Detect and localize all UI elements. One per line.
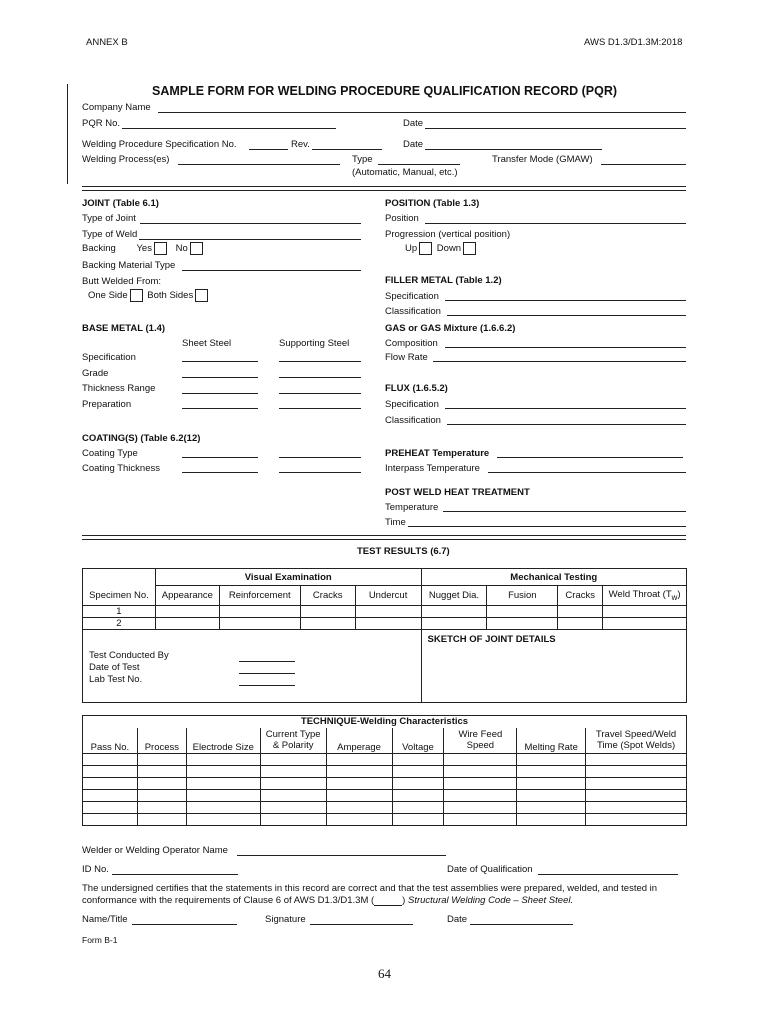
no-label: No: [175, 243, 188, 255]
coating-type-label: Coating Type: [82, 448, 138, 459]
coating-thk-support-field[interactable]: [279, 472, 361, 473]
thickness-sheet-field[interactable]: [182, 393, 258, 394]
coating-thk-sheet-field[interactable]: [182, 472, 258, 473]
date-label: Date: [403, 118, 424, 129]
col-travel: Travel Speed/Weld Time (Spot Welds): [586, 728, 687, 754]
weld-throat-text: Weld Throat (T: [608, 589, 672, 601]
transfer-field[interactable]: [601, 164, 686, 165]
coating-heading: COATING(S) (Table 6.2(12): [82, 433, 201, 444]
position-field[interactable]: [425, 223, 686, 224]
flux-class-field[interactable]: [447, 424, 686, 425]
preparation-label: Preparation: [82, 399, 132, 410]
down-label: Down: [436, 243, 462, 255]
rev-field[interactable]: [312, 149, 382, 150]
lab-label: Lab Test No.: [89, 674, 143, 685]
id-field[interactable]: [112, 874, 238, 875]
date-field[interactable]: [425, 128, 686, 129]
sketch-heading: SKETCH OF JOINT DETAILS: [427, 634, 556, 645]
filler-spec-label: Specification: [385, 291, 439, 302]
table-row: [83, 814, 687, 826]
col-cracks-mech: Cracks: [558, 586, 603, 606]
table-row: [83, 778, 687, 790]
table-row: [83, 606, 687, 618]
process-field[interactable]: [178, 164, 340, 165]
interpass-field[interactable]: [488, 472, 686, 473]
date2-field[interactable]: [425, 149, 602, 150]
up-checkbox[interactable]: [419, 242, 432, 255]
both-sides-label: Both Sides: [147, 290, 194, 302]
yes-label: Yes: [136, 243, 152, 255]
both-sides-checkbox[interactable]: [195, 289, 208, 302]
sign-date-label: Date: [447, 914, 468, 925]
down-checkbox[interactable]: [463, 242, 476, 255]
standard-label: AWS D1.3/D1.3M:2018: [584, 37, 683, 48]
pwht-temp-label: Temperature: [385, 502, 439, 513]
flux-class-label: Classification: [385, 415, 441, 426]
pwht-time-label: Time: [385, 517, 406, 528]
test-results-table: [82, 568, 687, 703]
grade-label: Grade: [82, 368, 109, 379]
process-label: Welding Process(es): [82, 154, 170, 165]
yes-checkbox[interactable]: [154, 242, 167, 255]
one-side-label: One Side: [88, 290, 128, 302]
col-current: Current Type & Polarity: [260, 728, 326, 754]
filler-class-field[interactable]: [447, 315, 686, 316]
test-results-heading: TEST RESULTS (6.7): [357, 546, 450, 557]
conducted-label: Test Conducted By: [89, 650, 169, 661]
col-appearance: Appearance: [155, 586, 219, 606]
date2-label: Date: [403, 139, 424, 150]
joint-heading: JOINT (Table 6.1): [82, 198, 159, 209]
specimen-1: 1: [83, 606, 156, 618]
form-label: Form B-1: [82, 935, 118, 945]
supporting-steel-label: Supporting Steel: [279, 338, 350, 349]
company-label: Company Name: [82, 102, 151, 113]
prep-support-field[interactable]: [279, 408, 361, 409]
signature-field[interactable]: [310, 924, 413, 925]
name-title-field[interactable]: [132, 924, 237, 925]
annex-label: ANNEX B: [86, 37, 128, 48]
up-label: Up: [405, 243, 418, 255]
conducted-field[interactable]: [239, 651, 295, 662]
type-label: Type: [352, 154, 373, 165]
coating-type-sheet-field[interactable]: [182, 457, 258, 458]
butt-options: [88, 289, 210, 302]
test-info-cell: [83, 630, 422, 703]
progression-options: [405, 242, 478, 255]
col-cracks: Cracks: [300, 586, 355, 606]
table-row: [83, 766, 687, 778]
weld-throat-close: ): [677, 589, 681, 601]
wps-field[interactable]: [249, 149, 288, 150]
edition-field[interactable]: [374, 897, 402, 906]
cert-text-b: ): [402, 895, 406, 906]
col-process: Process: [137, 728, 186, 754]
lab-field[interactable]: [239, 675, 295, 686]
technique-heading: TECHNIQUE-Welding Characteristics: [83, 716, 687, 728]
col-fusion: Fusion: [487, 586, 558, 606]
type-weld-field[interactable]: [139, 239, 361, 240]
page-number: 64: [378, 966, 391, 981]
backing-row: [82, 242, 205, 255]
transfer-label: Transfer Mode (GMAW): [492, 154, 593, 165]
sign-date-field[interactable]: [470, 924, 573, 925]
base-metal-heading: BASE METAL (1.4): [82, 323, 166, 334]
col-voltage: Voltage: [392, 728, 444, 754]
thickness-label: Thickness Range: [82, 383, 156, 394]
cert-line-2: [82, 895, 573, 906]
position-label: Position: [385, 213, 419, 224]
section-divider: [82, 186, 686, 191]
table-row: [83, 754, 687, 766]
progression-label: Progression (vertical position): [385, 229, 511, 240]
one-side-checkbox[interactable]: [130, 289, 143, 302]
composition-label: Composition: [385, 338, 438, 349]
col-amperage: Amperage: [326, 728, 392, 754]
pqr-field[interactable]: [122, 128, 336, 129]
company-field[interactable]: [158, 112, 686, 113]
pwht-temp-field[interactable]: [443, 511, 686, 512]
col-nugget: Nugget Dia.: [421, 586, 487, 606]
type-weld-label: Type of Weld: [82, 229, 138, 240]
preheat-field[interactable]: [497, 457, 683, 458]
visual-exam-header: Visual Examination: [155, 569, 421, 586]
butt-welded-label: Butt Welded From:: [82, 276, 162, 287]
flux-spec-field[interactable]: [445, 408, 686, 409]
sketch-area[interactable]: [421, 630, 686, 703]
page-title: SAMPLE FORM FOR WELDING PROCEDURE QUALIFICATION RECORD (PQR): [152, 84, 618, 98]
wps-label: Welding Procedure Specification No.: [82, 139, 237, 150]
type-joint-field[interactable]: [140, 223, 361, 224]
cert-text-c: Structural Welding Code – Sheet Steel.: [407, 895, 574, 906]
pwht-time-field[interactable]: [408, 526, 686, 527]
coating-thickness-label: Coating Thickness: [82, 463, 160, 474]
backing-label: Backing: [82, 243, 116, 255]
qual-date-field[interactable]: [538, 874, 678, 875]
section-divider-2: [82, 535, 686, 540]
table-row: [83, 802, 687, 814]
name-title-label: Name/Title: [82, 914, 128, 925]
col-weld-throat: [603, 586, 687, 606]
table-row: [83, 790, 687, 802]
filler-class-label: Classification: [385, 306, 441, 317]
flux-spec-label: Specification: [385, 399, 439, 410]
position-heading: POSITION (Table 1.3): [385, 198, 480, 209]
grade-support-field[interactable]: [279, 377, 361, 378]
backing-material-field[interactable]: [182, 270, 361, 271]
pwht-heading: POST WELD HEAT TREATMENT: [385, 487, 530, 498]
col-melting: Melting Rate: [517, 728, 586, 754]
qual-date-label: Date of Qualification: [447, 864, 533, 875]
col-electrode: Electrode Size: [186, 728, 260, 754]
type-field[interactable]: [378, 164, 460, 165]
interpass-label: Interpass Temperature: [385, 463, 480, 474]
preheat-heading: PREHEAT Temperature: [385, 448, 490, 459]
technique-table: [82, 715, 687, 826]
sheet-steel-label: Sheet Steel: [182, 338, 232, 349]
type-joint-label: Type of Joint: [82, 213, 136, 224]
col-reinforcement: Reinforcement: [219, 586, 300, 606]
test-date-label: Date of Test: [89, 662, 140, 673]
id-label: ID No.: [82, 864, 109, 875]
cert-text-a: conformance with the requirements of Clause 6 of AWS D1.3/D1.3M (: [82, 895, 375, 906]
filler-spec-field[interactable]: [445, 300, 686, 301]
mechanical-testing-header: Mechanical Testing: [421, 569, 686, 586]
flow-rate-field[interactable]: [433, 361, 686, 362]
base-spec-sheet-field[interactable]: [182, 361, 258, 362]
signature-label: Signature: [265, 914, 306, 925]
base-spec-label: Specification: [82, 352, 136, 363]
col-pass: Pass No.: [83, 728, 138, 754]
test-date-field[interactable]: [239, 663, 295, 674]
backing-material-label: Backing Material Type: [82, 260, 176, 271]
table-row: [83, 618, 687, 630]
rev-label: Rev.: [291, 139, 310, 150]
prep-sheet-field[interactable]: [182, 408, 258, 409]
filler-heading: FILLER METAL (Table 1.2): [385, 275, 502, 286]
specimen-2: 2: [83, 618, 156, 630]
composition-field[interactable]: [445, 347, 686, 348]
col-specimen: Specimen No.: [83, 586, 156, 606]
base-spec-support-field[interactable]: [279, 361, 361, 362]
cert-line-1: The undersigned certifies that the statements in this record are correct and that the test assemblies were prepared, welded, and tested in: [82, 883, 658, 894]
thickness-support-field[interactable]: [279, 393, 361, 394]
no-checkbox[interactable]: [190, 242, 203, 255]
grade-sheet-field[interactable]: [182, 377, 258, 378]
welder-label: Welder or Welding Operator Name: [82, 845, 228, 856]
col-undercut: Undercut: [355, 586, 421, 606]
gas-heading: GAS or GAS Mixture (1.6.6.2): [385, 323, 516, 334]
coating-type-support-field[interactable]: [279, 457, 361, 458]
flux-heading: FLUX (1.6.5.2): [385, 383, 448, 394]
flow-rate-label: Flow Rate: [385, 352, 428, 363]
welder-field[interactable]: [237, 855, 446, 856]
pqr-label: PQR No.: [82, 118, 121, 129]
type-note: (Automatic, Manual, etc.): [352, 167, 458, 178]
margin-bar: [67, 84, 68, 184]
col-wire-feed: Wire Feed Speed: [444, 728, 517, 754]
weld-throat-sub: w: [671, 592, 678, 602]
